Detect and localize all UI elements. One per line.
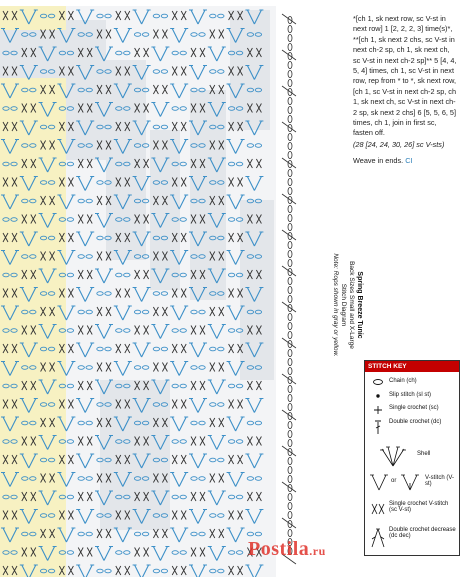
key-label-v-stitch: V-stitch (V-st) — [425, 475, 455, 487]
edge-link — [282, 374, 296, 384]
edge-link — [282, 50, 296, 60]
weave-text: Weave in ends. — [353, 156, 404, 166]
edge-chain — [288, 385, 292, 392]
watermark-suffix: .ru — [309, 544, 326, 558]
edge-chain — [288, 331, 292, 338]
edge-link — [282, 518, 296, 528]
gray-patch — [106, 60, 146, 260]
edge-chain — [288, 367, 292, 374]
key-label-dc-decrease: Double crochet decrease (dc dec) — [389, 527, 456, 539]
edge-chain — [288, 430, 292, 437]
edge-chain — [288, 115, 292, 122]
edge-chain — [288, 286, 292, 293]
pattern-instructions — [353, 14, 457, 168]
edge-chain — [288, 502, 292, 509]
caption-note: Note: Rops shown in gray or yellow. — [332, 253, 339, 357]
edge-chain — [288, 133, 292, 140]
edge-link — [282, 122, 296, 132]
edge-chain — [288, 259, 292, 266]
stitch-key — [364, 360, 460, 556]
edge-chain — [288, 142, 292, 149]
edge-chain — [288, 313, 292, 320]
pattern-code: CI — [405, 156, 413, 166]
caption-subtitle: Back Sizes Small and X-Large — [348, 261, 355, 349]
edge-link — [282, 14, 296, 24]
caption-subtitle-2: Stitch Diagram — [340, 283, 347, 327]
v-stitch-icon — [368, 471, 390, 493]
chain-icon — [368, 378, 388, 388]
edge-chain — [288, 178, 292, 185]
edge-chain — [288, 25, 292, 32]
edge-chain — [288, 466, 292, 473]
edge-chain — [288, 250, 292, 257]
sc-v-stitch-icon — [368, 501, 388, 519]
edge-chain — [288, 34, 292, 41]
shell-icon — [379, 445, 407, 469]
edge-chain — [288, 439, 292, 446]
edge-link — [282, 302, 296, 312]
diagram-caption — [323, 200, 363, 410]
edge-chain — [288, 70, 292, 77]
key-label-single-crochet: Single crochet (sc) — [389, 405, 439, 411]
edge-chain — [288, 322, 292, 329]
single-crochet-icon — [368, 405, 388, 417]
edge-chain — [288, 295, 292, 302]
watermark — [248, 538, 326, 561]
key-label-shell: Shell — [417, 451, 431, 457]
gray-patch — [150, 130, 180, 290]
watermark-text: Postila — [248, 538, 310, 560]
edge-chain — [288, 43, 292, 50]
slip-stitch-icon — [368, 392, 388, 402]
key-label-chain: Chain (ch) — [389, 378, 417, 384]
edge-link — [282, 482, 296, 492]
stitch-count: (28 [24, 24, 30, 26] sc V-sts) — [353, 139, 445, 149]
edge-chain — [288, 475, 292, 482]
edge-chain — [288, 457, 292, 464]
edge-chain — [288, 205, 292, 212]
edge-link — [282, 158, 296, 168]
edge-chain — [288, 169, 292, 176]
edge-chain — [288, 61, 292, 68]
caption-title: Spring Breeze Tunic — [356, 271, 363, 339]
edge-chain — [288, 529, 292, 536]
edge-chain — [288, 241, 292, 248]
edge-link — [282, 410, 296, 420]
key-label-sc-v-stitch: Single crochet V-stitch (sc V-st) — [389, 501, 449, 513]
key-label-v-stitch-joiner: or — [391, 478, 397, 484]
right-edge-column — [282, 14, 296, 564]
edge-chain — [288, 349, 292, 356]
edge-chain — [288, 394, 292, 401]
weave-line — [353, 156, 457, 166]
edge-link — [282, 86, 296, 96]
edge-chain — [288, 358, 292, 365]
edge-chain — [288, 277, 292, 284]
key-label-slip-stitch: Slip stitch (sl st) — [389, 392, 432, 398]
edge-chain — [288, 79, 292, 86]
stitch-key-title: STITCH KEY — [365, 361, 459, 372]
edge-chain — [288, 97, 292, 104]
edge-link — [282, 446, 296, 456]
edge-link — [282, 338, 296, 348]
v-stitch-alt-icon — [399, 471, 421, 493]
edge-chain — [288, 214, 292, 221]
edge-chain — [288, 106, 292, 113]
instructions-paragraph: *[ch 1, sk next row, sc V-st in next row] 1 [2, 2, 2, 3] time(s)*, **[ch 1, sk next 2 chs, sc V-st in next ch-2 sp, ch 1, sk next ch, sc V-st in next ch-2 sp]** 5 [4, 4, 5, 4] times, ch 1, sc V-st in next row, rep from * to *, sk next row, [ch 1, sc V-st in next ch-2 sp, ch 1, sk next ch, sc V-st in next ch-2 sp, sk next 2 chs] 6 [5, 5, 6, 5] times, ch 1, join in first sc, fasten off. — [353, 14, 457, 138]
double-crochet-icon — [368, 419, 388, 437]
edge-chain — [288, 403, 292, 410]
edge-link — [282, 194, 296, 204]
edge-chain — [288, 493, 292, 500]
edge-chain — [288, 151, 292, 158]
edge-chain — [288, 187, 292, 194]
edge-link — [282, 230, 296, 240]
edge-chain — [288, 421, 292, 428]
edge-chain — [288, 511, 292, 518]
dc-decrease-icon — [368, 527, 388, 551]
key-label-double-crochet: Double crochet (dc) — [389, 419, 442, 425]
edge-link — [282, 266, 296, 276]
edge-chain — [288, 223, 292, 230]
